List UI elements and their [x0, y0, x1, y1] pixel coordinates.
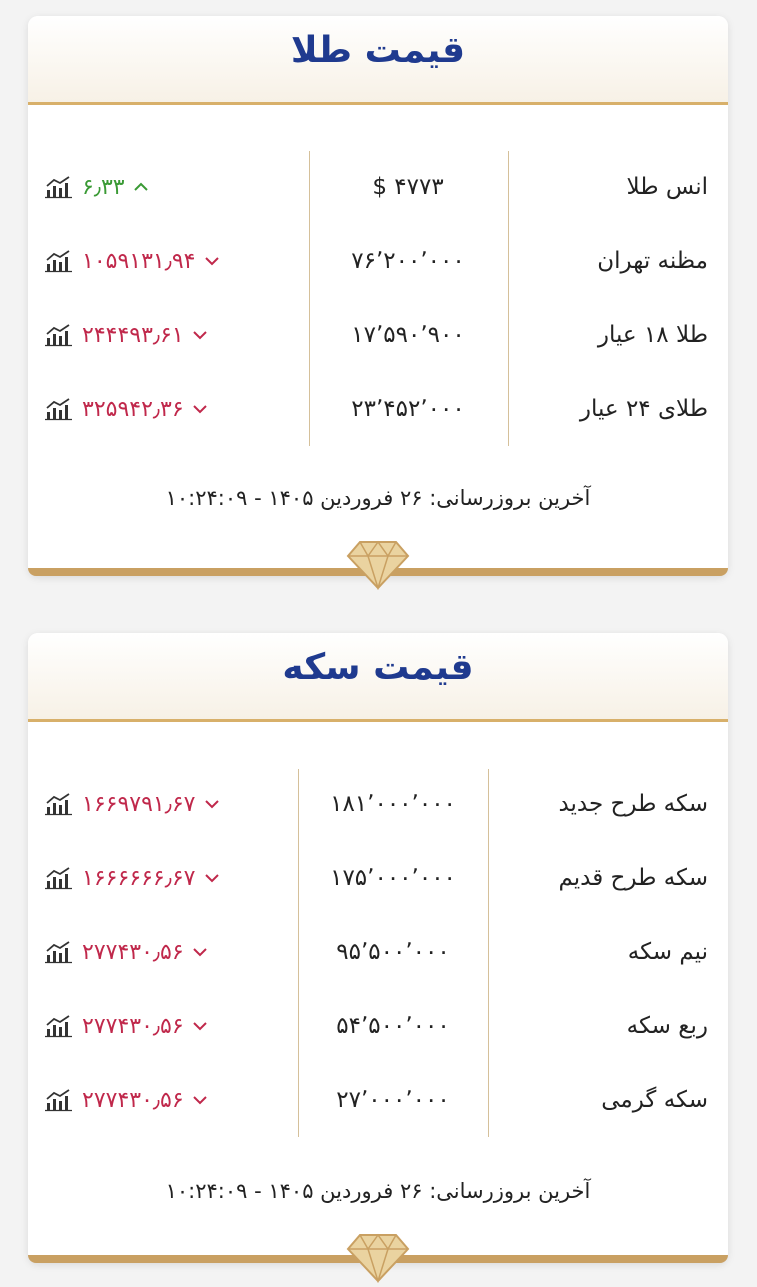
chevron-down-icon: [192, 1092, 208, 1108]
price-row: [28, 1005, 728, 1049]
bar-chart-icon[interactable]: [44, 792, 74, 816]
item-price: ۱۷٬۵۹۰٬۹۰۰: [351, 322, 465, 348]
change-value: ۱۰۵۹۱۳۱٫۹۴: [82, 248, 196, 274]
price-row: [28, 240, 728, 284]
chevron-down-icon: [192, 401, 208, 417]
item-name: مظنه تهران: [597, 248, 708, 274]
change-cell: [44, 320, 208, 350]
gold-price-card: [28, 16, 728, 576]
gold-card-header: [28, 16, 728, 105]
change-cell: [44, 937, 208, 967]
change-cell: [44, 1011, 208, 1041]
change-cell: [44, 863, 220, 893]
change-value: ۲۷۷۴۳۰٫۵۶: [82, 1087, 184, 1113]
last-updated-text: آخرین بروزرسانی: ۲۶ فروردین ۱۴۰۵ - ۱۰:۲۴:۰۹: [165, 1179, 591, 1203]
price-row: [28, 857, 728, 901]
item-price: ۹۵٬۵۰۰٬۰۰۰: [336, 939, 450, 965]
item-name: ربع سکه: [626, 1013, 708, 1039]
item-price: ۵۴٬۵۰۰٬۰۰۰: [336, 1013, 450, 1039]
bar-chart-icon[interactable]: [44, 175, 74, 199]
price-row: [28, 166, 728, 210]
chevron-down-icon: [204, 796, 220, 812]
coin-card-title: قیمت سکه: [282, 647, 474, 688]
change-value: ۲۷۷۴۳۰٫۵۶: [82, 939, 184, 965]
bar-chart-icon[interactable]: [44, 397, 74, 421]
change-cell: [44, 789, 220, 819]
price-row: [28, 931, 728, 975]
item-price: ۲۷٬۰۰۰٬۰۰۰: [336, 1087, 450, 1113]
item-price: ۱۸۱٬۰۰۰٬۰۰۰: [330, 791, 456, 817]
change-value: ۳۲۵۹۴۲٫۳۶: [82, 396, 184, 422]
item-name: سکه گرمی: [601, 1087, 708, 1113]
diamond-icon: [346, 1231, 410, 1283]
item-name: سکه طرح جدید: [558, 791, 708, 817]
bar-chart-icon[interactable]: [44, 323, 74, 347]
change-value: ۲۷۷۴۳۰٫۵۶: [82, 1013, 184, 1039]
bar-chart-icon[interactable]: [44, 1088, 74, 1112]
change-cell: [44, 172, 149, 202]
item-name: طلا ۱۸ عیار: [597, 322, 708, 348]
chevron-up-icon: [133, 179, 149, 195]
gold-card-title: قیمت طلا: [290, 30, 466, 71]
price-row: [28, 388, 728, 432]
item-price: ۱۷۵٬۰۰۰٬۰۰۰: [330, 865, 456, 891]
item-name: طلای ۲۴ عیار: [579, 396, 708, 422]
change-cell: [44, 1085, 208, 1115]
item-name: سکه طرح قدیم: [558, 865, 708, 891]
bar-chart-icon[interactable]: [44, 1014, 74, 1038]
item-price: ۷۶٬۲۰۰٬۰۰۰: [351, 248, 465, 274]
chevron-down-icon: [192, 944, 208, 960]
change-cell: [44, 246, 220, 276]
coin-price-card: [28, 633, 728, 1263]
price-row: [28, 1079, 728, 1123]
item-name: انس طلا: [626, 174, 708, 200]
item-price: ۲۳٬۴۵۲٬۰۰۰: [351, 396, 465, 422]
chevron-down-icon: [204, 253, 220, 269]
last-updated-text: آخرین بروزرسانی: ۲۶ فروردین ۱۴۰۵ - ۱۰:۲۴:۰۹: [165, 486, 591, 510]
change-cell: [44, 394, 208, 424]
item-price: $ ۴۷۷۳: [372, 174, 444, 200]
bar-chart-icon[interactable]: [44, 249, 74, 273]
diamond-icon: [346, 538, 410, 590]
chevron-down-icon: [204, 870, 220, 886]
price-row: [28, 783, 728, 827]
change-value: ۶٫۳۳: [82, 174, 125, 200]
price-row: [28, 314, 728, 358]
change-value: ۲۴۴۴۹۳٫۶۱: [82, 322, 184, 348]
change-value: ۱۶۶۹۷۹۱٫۶۷: [82, 791, 196, 817]
coin-card-header: [28, 633, 728, 722]
bar-chart-icon[interactable]: [44, 940, 74, 964]
bar-chart-icon[interactable]: [44, 866, 74, 890]
item-name: نیم سکه: [627, 939, 708, 965]
chevron-down-icon: [192, 1018, 208, 1034]
change-value: ۱۶۶۶۶۶۶٫۶۷: [82, 865, 196, 891]
chevron-down-icon: [192, 327, 208, 343]
